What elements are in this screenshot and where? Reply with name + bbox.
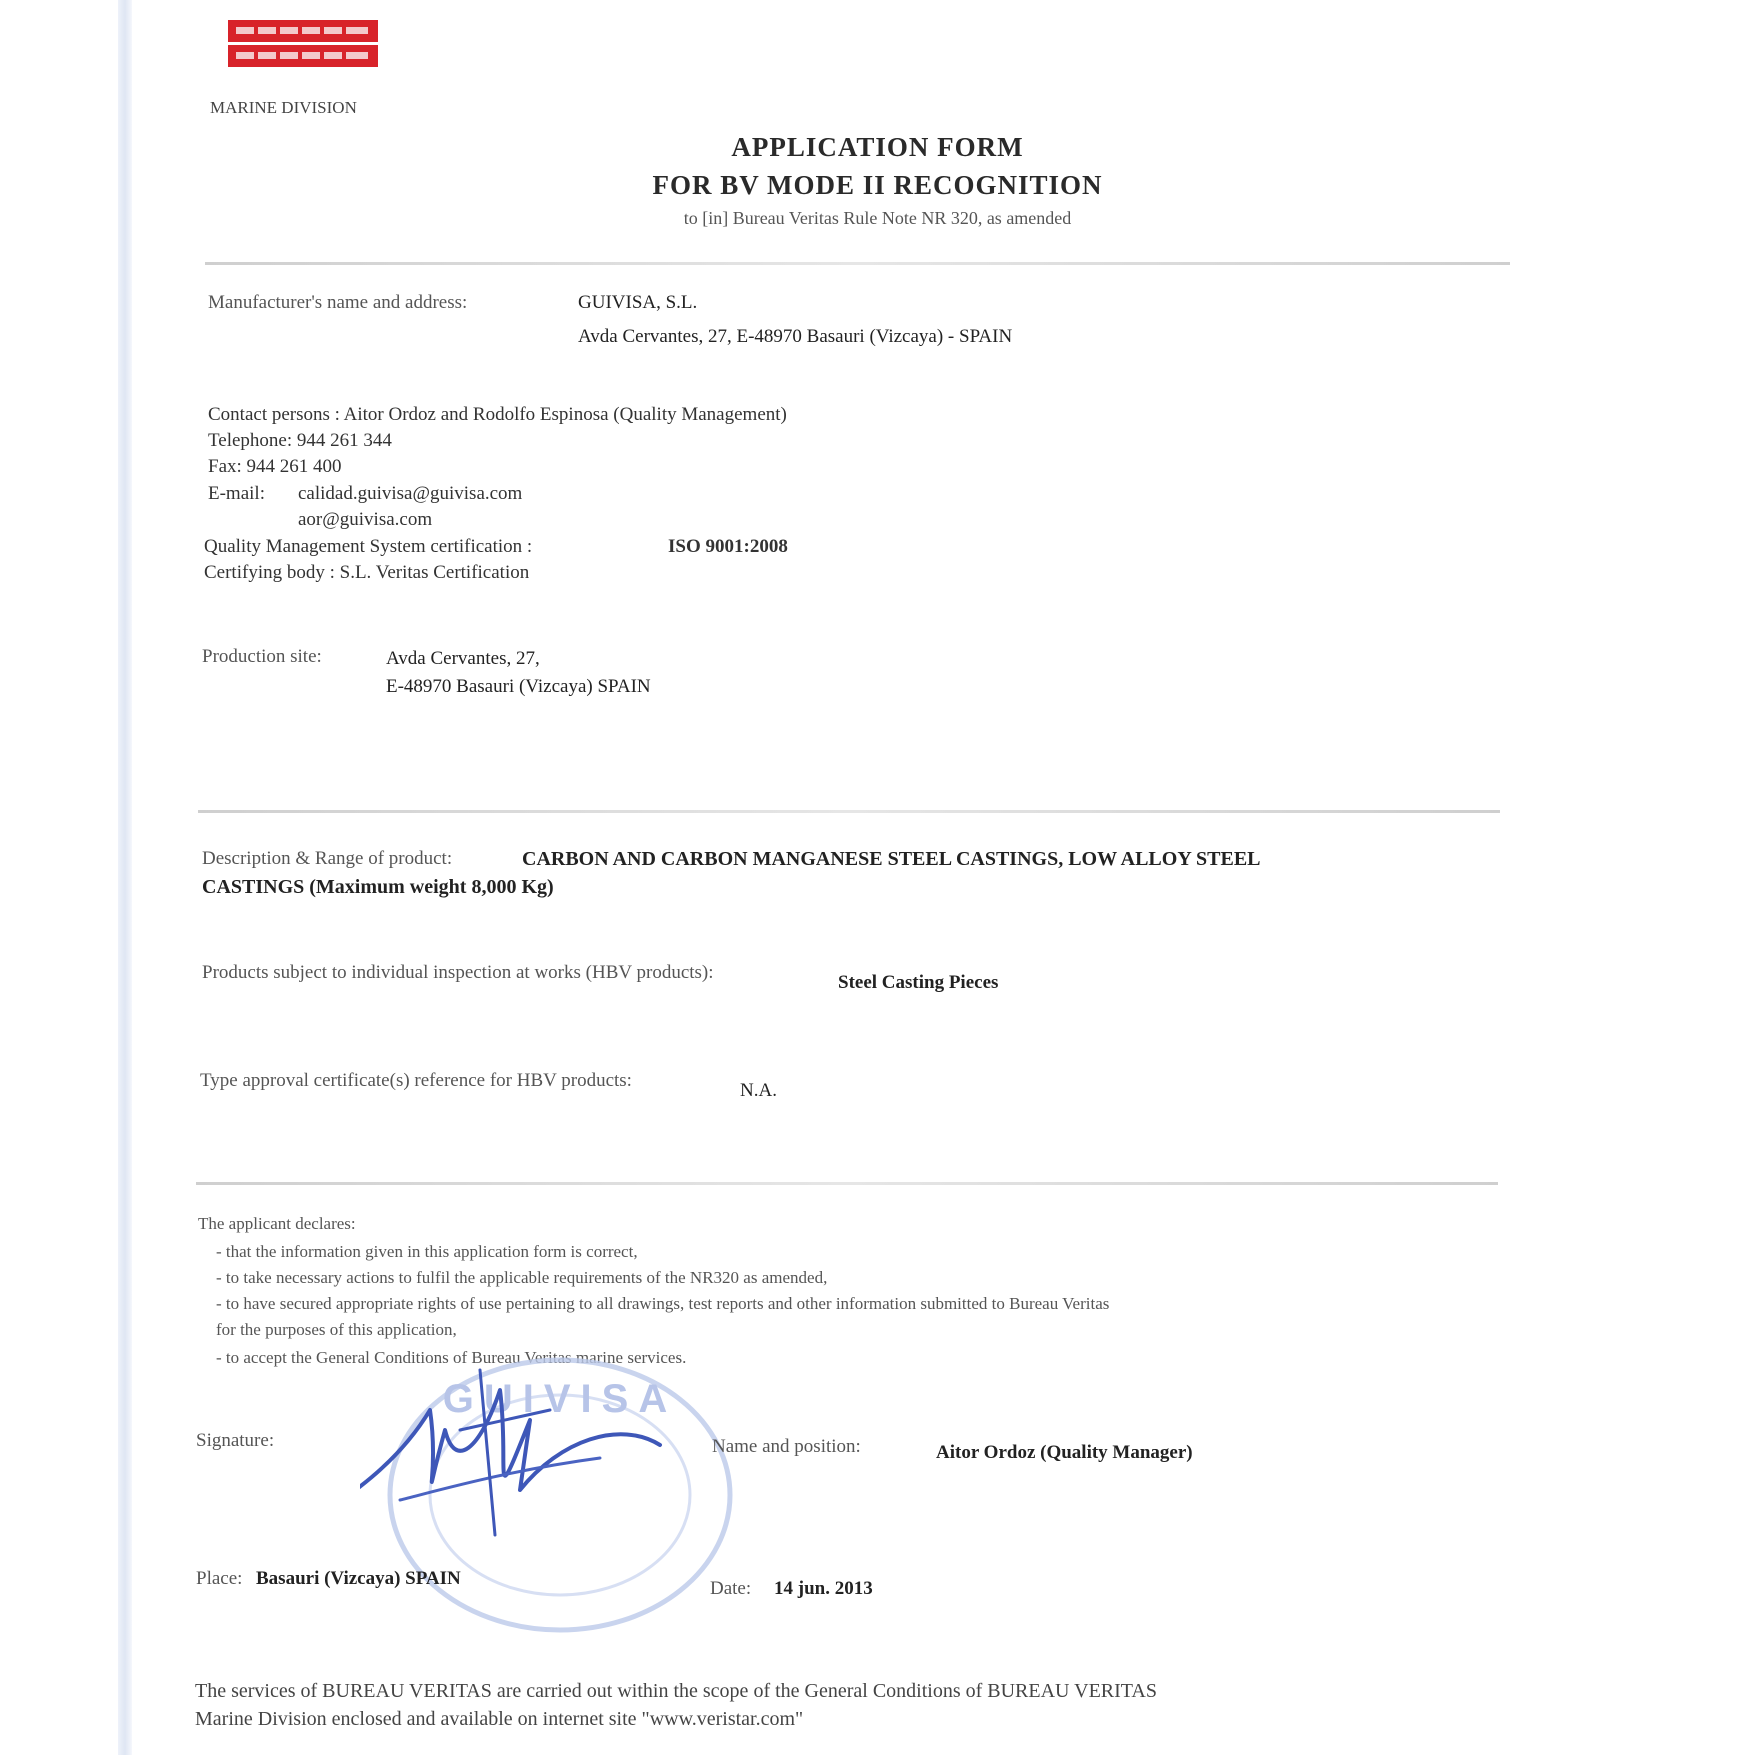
date-value: 14 jun. 2013 [774,1578,873,1599]
manufacturer-name: GUIVISA, S.L. [578,292,698,313]
declaration-intro: The applicant declares: [198,1214,356,1233]
company-stamp [360,1350,750,1650]
description-line1: CARBON AND CARBON MANGANESE STEEL CASTINGS, LOW ALLOY STEEL [522,848,1261,870]
email-secondary: aor@guivisa.com [298,509,433,530]
place-label: Place: [196,1568,243,1589]
email-label: E-mail: [208,483,265,504]
declaration-item: - to take necessary actions to fulfil the applicable requirements of the NR320 as amended, [216,1268,828,1287]
description-line2: CASTINGS (Maximum weight 8,000 Kg) [202,876,554,898]
division-label: MARINE DIVISION [210,98,357,117]
divider [196,1182,1498,1185]
declaration-item: - that the information given in this application form is correct, [216,1242,638,1261]
date-label: Date: [710,1578,752,1599]
declaration-item: - to have secured appropriate rights of use pertaining to all drawings, test reports and other information submitted to Bureau Veritas [216,1294,1110,1313]
production-site-line1: Avda Cervantes, 27, [386,648,540,669]
telephone: Telephone: 944 261 344 [208,430,392,451]
fax: Fax: 944 261 400 [208,456,342,477]
production-site-line2: E-48970 Basauri (Vizcaya) SPAIN [386,676,651,697]
type-approval-label: Type approval certificate(s) reference for HBV products: [200,1070,632,1091]
qms-value: ISO 9001:2008 [668,536,788,557]
divider [198,810,1500,813]
form-title-line2: FOR BV MODE II RECOGNITION [652,170,1103,200]
manufacturer-address: Avda Cervantes, 27, E-48970 Basauri (Vizcaya) - SPAIN [578,326,1013,347]
hbv-products-label: Products subject to individual inspection at works (HBV products): [202,962,714,983]
qms-label: Quality Management System certification : [204,536,533,557]
footer-line2: Marine Division enclosed and available on internet site "www.veristar.com" [195,1708,804,1730]
certifying-body: Certifying body : S.L. Veritas Certification [204,562,530,583]
name-position-value: Aitor Ordoz (Quality Manager) [936,1442,1193,1463]
declaration-item: - to accept the General Conditions of Bureau Veritas marine services. [216,1348,687,1367]
manufacturer-label: Manufacturer's name and address: [208,292,468,313]
place-value: Basauri (Vizcaya) SPAIN [256,1568,461,1589]
footer-line1: The services of BUREAU VERITAS are carried out within the scope of the General Conditions of BUREAU VERITAS [195,1680,1157,1702]
description-label: Description & Range of product: [202,848,453,869]
hbv-products-value: Steel Casting Pieces [838,972,999,993]
signature-label: Signature: [196,1430,275,1451]
production-site-label: Production site: [202,646,322,667]
form-subtitle: to [in] Bureau Veritas Rule Note NR 320, as amended [683,208,1072,228]
type-approval-value: N.A. [740,1080,777,1101]
scan-edge [118,0,132,1755]
email-primary: calidad.guivisa@guivisa.com [298,483,523,504]
name-position-label: Name and position: [712,1436,861,1457]
divider [205,262,1510,265]
contact-persons: Contact persons : Aitor Ordoz and Rodolfo Espinosa (Quality Management) [208,404,787,425]
form-title: APPLICATION FORM [731,132,1024,162]
bureau-veritas-logo [228,18,378,68]
svg-text:GUIVISA: GUIVISA [442,1377,678,1421]
declaration-item: for the purposes of this application, [216,1320,457,1339]
